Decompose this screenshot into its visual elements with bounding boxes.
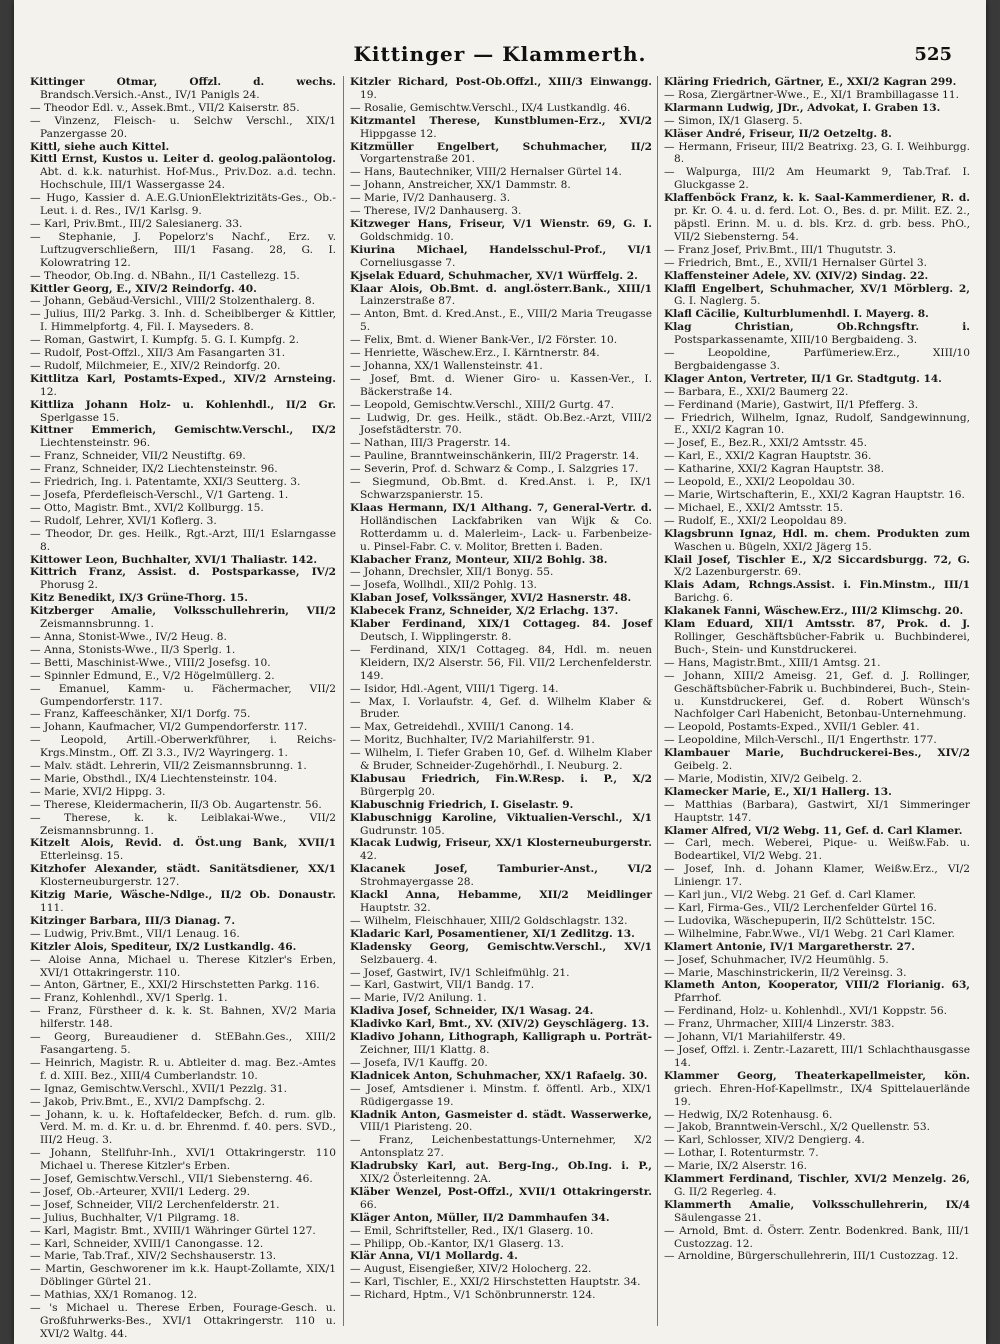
directory-entry: — Josef, Ob.-Arteurer, XVII/1 Lederg. 29. <box>30 1185 251 1198</box>
directory-entry: — Anton, Gärtner, E., XXI/2 Hirschstetten Parkg. 116. <box>30 979 320 992</box>
directory-entry: — Leopoldine, Parfümeriew.Erz., XIII/10 Bergbaidengasse 3. <box>664 347 970 372</box>
directory-entry: — Marie, IV/2 Danhauserg. 3. <box>350 192 511 205</box>
directory-entry: Kitzweger Hans, Friseur, V/1 Wienstr. 69, G. I. Goldschmidg. 10. <box>350 217 652 243</box>
directory-entry: — Josefa, Pferdefleisch-Verschl., V/1 Garteng. 1. <box>30 489 289 501</box>
directory-entry: — Anton, Bmt. d. Kred.Anst., E., VIII/2 Maria Treugasse 5. <box>350 308 652 334</box>
directory-entry: Kittner Emmerich, Gemischtw.Verschl., IX/2 Liechtensteinstr. 96. <box>30 424 336 450</box>
directory-entry: — Marie, IV/2 Anilung. 1. <box>350 992 487 1005</box>
directory-entry: — Ferdinand (Marie), Gastwirt, II/1 Pfefferg. 3. <box>664 398 919 411</box>
directory-entry: Klammer Georg, Theaterkapellmeister, kön. griech. Ehren-Hof-Kapellmstr., IX/4 Spittelauerlände 19. <box>664 1069 970 1108</box>
directory-entry: — Karl, Magistr. Bmt., XVIII/1 Währinger Gürtel 127. <box>30 1224 316 1237</box>
directory-entry: Klag Christian, Ob.Rchngsftr. i. Postsparkassenamte, XIII/10 Bergbaideng. 3. <box>664 321 970 347</box>
directory-entry: — Josef, Schuhmacher, IV/2 Heumühlg. 5. <box>664 953 889 966</box>
directory-entry: — Spinnler Edmund, E., V/2 Högelmüllerg. 2. <box>30 669 275 682</box>
directory-entry: — Heinrich, Magistr. R. u. Abtleiter d. mag. Bez.-Amtes f. d. XIII. Bez., XIII/4 Cumberlandstr. 10. <box>30 1056 336 1082</box>
directory-entry: — Rudolf, Milchmeier, E., XIV/2 Reindorfg. 20. <box>30 359 281 372</box>
directory-entry: Klabuschnig Friedrich, I. Giselastr. 9. <box>350 798 574 811</box>
directory-entry: Kläser André, Friseur, II/2 Oetzeltg. 8. <box>664 127 892 140</box>
directory-entry: — Friedrich, Ing. i. Patentamte, XXI/3 Seutterg. 3. <box>30 476 301 489</box>
directory-entry: — Isidor, Hdl.-Agent, VIII/1 Tigerg. 14. <box>350 682 559 695</box>
directory-entry: — Josefa, Wollhdl., XII/2 Pohlg. 13. <box>350 579 537 592</box>
directory-entry: — Barbara, E., XXI/2 Baumerg 22. <box>664 385 849 398</box>
directory-entry: Kitzmantel Therese, Kunstblumen-Erz., XVI/2 Hippgasse 12. <box>350 114 652 140</box>
directory-entry: — August, Eisengießer, XIV/2 Holocherg. 22. <box>350 1263 592 1276</box>
directory-entry: — Marie, Obsthdl., IX/4 Liechtensteinstr. 104. <box>30 772 278 785</box>
directory-entry: — Moritz, Buchhalter, IV/2 Mariahilferstr. 91. <box>350 734 595 747</box>
directory-entry: — Josefa, IV/1 Kauffg. 20. <box>350 1056 488 1069</box>
directory-entry: Kläber Wenzel, Post-Offzl., XVII/1 Ottakringerstr. 66. <box>350 1185 652 1211</box>
column-1 <box>30 76 336 1340</box>
directory-entry: — Johann, Stellfuhr-Inh., XVI/1 Ottakringerstr. 110 Michael u. Therese Kitzler's Erben. <box>30 1147 336 1173</box>
directory-entry: — Josef, Bmt. d. Wiener Giro- u. Kassen-Ver., I. Bäckerstraße 14. <box>350 372 652 398</box>
directory-entry: Klaffenböck Franz, k. k. Saal-Kammerdiener, R. d. pr. Kr. O. 4. u. d. ferd. Lot. O., Bes. d. pr. Milit. EZ. 2., päpstl. Erinn. M. u. d. bls. Krz. d. grb. bess. PhO., VII/2 Siebensterng. 54. <box>664 192 970 243</box>
directory-entry: — Ferdinand, XIX/1 Cottageg. 84, Hdl. m. neuen Kleidern, IX/2 Alserstr. 56, Fil. VII/2 Lerchenfelderstr. 149. <box>350 643 652 682</box>
directory-entry: Kladnik Anton, Gasmeister d. städt. Wasserwerke, VIII/1 Piaristeng. 20. <box>350 1108 652 1134</box>
directory-entry: Klafl Cäcilie, Kulturblumenhdl. I. Mayerg. 8. <box>664 308 929 321</box>
directory-entry: Klabecek Franz, Schneider, X/2 Erlachg. 137. <box>350 605 619 618</box>
directory-entry: Klarmann Ludwig, JDr., Advokat, I. Graben 13. <box>664 101 941 114</box>
directory-entry: — Johann, Gebäud-Versichl., VIII/2 Stolzenthalerg. 8. <box>30 295 316 308</box>
directory-entry: Klacak Ludwig, Friseur, XX/1 Klosterneuburgerstr. 42. <box>350 837 652 863</box>
directory-entry: Kladensky Georg, Gemischtw.Verschl., XV/1 Selzbauerg. 4. <box>350 940 652 966</box>
directory-entry: — Rudolf, E., XXI/2 Leopoldau 89. <box>664 514 847 527</box>
directory-entry: Kitz Benedikt, IX/3 Grüne-Thorg. 15. <box>30 592 248 605</box>
directory-entry: — Emanuel, Kamm- u. Fächermacher, VII/2 Gumpendorferstr. 117. <box>30 682 336 708</box>
directory-entry: Klaas Hermann, IX/1 Althang. 7, General-Vertr. d. Holländischen Lackfabriken van Wijk & Co. Rotterdamm u. d. Malerleim-, Lack- u. Farbenbeize- u. Pinsel-Fabr. C. v. Molitor, Bretten i. Baden. <box>350 501 652 553</box>
directory-entry: — Johann, k. u. k. Hoftafeldecker, Befch. d. rum. glb. Verd. M. m. d. Kr. u. d. br. Ehrenmd. f. 40. pers. SVD., III/2 Heug. 3. <box>30 1108 336 1147</box>
directory-entry: — Karl jun., VI/2 Webg. 21 Gef. d. Carl Klamer. <box>664 889 916 902</box>
directory-entry: — Ludwig, Dr. ges. Heilk., städt. Ob.Bez.-Arzt, VIII/2 Josefstädterstr. 70. <box>350 411 652 437</box>
directory-entry: — Rosalie, Gemischtw.Verschl., IX/4 Lustkandlg. 46. <box>350 101 631 114</box>
directory-entry: — Franz, Leichenbestattungs-Unternehmer, X/2 Antonsplatz 27. <box>350 1134 652 1160</box>
directory-entry: — Franz, Schneider, VII/2 Neustiftg. 69. <box>30 450 246 463</box>
directory-entry: — Josef, Schneider, VII/2 Lerchenfelderstr. 21. <box>30 1198 280 1211</box>
directory-entry: — Marie, Modistin, XIV/2 Geibelg. 2. <box>664 772 862 785</box>
directory-entry: — Ignaz, Gemischtw.Verschl., XVII/1 Pezzlg. 31. <box>30 1082 287 1095</box>
directory-entry: — Franz, Kaffeeschänker, XI/1 Dorfg. 75. <box>30 708 251 721</box>
directory-entry: Kiurina Michael, Handelsschul-Prof., VI/1 Corneliusgasse 7. <box>350 243 652 269</box>
directory-entry: Klamer Alfred, VI/2 Webg. 11, Gef. d. Carl Klamer. <box>664 824 963 837</box>
directory-entry: — Leopold, E., XXI/2 Leopoldau 30. <box>664 476 855 489</box>
directory-entry: — Franz, Uhrmacher, XIII/4 Linzerstr. 383. <box>664 1018 895 1031</box>
directory-entry: Kladrubsky Karl, aut. Berg-Ing., Ob.Ing. i. P., XIX/2 Österleitenng. 2A. <box>350 1160 652 1186</box>
directory-entry: — Ludovika, Wäschepuperin, II/2 Schüttelstr. 15C. <box>664 914 936 927</box>
directory-entry: Kitzmüller Engelbert, Schuhmacher, II/2 Vorgartenstraße 201. <box>350 140 652 166</box>
directory-entry: Kitzberger Amalie, Volksschullehrerin, VII/2 Zeismannsbrunng. 1. <box>30 605 336 631</box>
directory-entry: — Therese, IV/2 Danhauserg. 3. <box>350 205 522 218</box>
directory-entry: Kläring Friedrich, Gärtner, E., XXI/2 Kagran 299. <box>664 76 957 88</box>
directory-entry: — Theodor, Ob.Ing. d. NBahn., II/1 Castellezg. 15. <box>30 269 300 282</box>
directory-entry: — Johanna, XX/1 Wallensteinstr. 41. <box>350 359 543 372</box>
directory-entry: — Wilhelmine, Fabr.Wwe., VI/1 Webg. 21 Carl Klamer. <box>664 927 955 940</box>
directory-entry: — Rudolf, Lehrer, XVI/1 Koflerg. 3. <box>30 514 217 527</box>
directory-entry: — Arnoldine, Bürgerschullehrerin, III/1 Custozzag. 12. <box>664 1250 959 1263</box>
directory-entry: — Richard, Hptm., V/1 Schönbrunnerstr. 124. <box>350 1289 596 1302</box>
directory-entry: — Josef, Gastwirt, IV/1 Schleifmühlg. 21. <box>350 966 570 979</box>
directory-entry: — Aloise Anna, Michael u. Therese Kitzler's Erben, XVI/1 Ottakringerstr. 110. <box>30 953 336 979</box>
directory-entry: — Max, I. Vorlaufstr. 4, Gef. d. Wilhelm Klaber & Bruder. <box>350 695 652 721</box>
directory-entry: — Jakob, Priv.Bmt., E., XVI/2 Dampfschg. 2. <box>30 1095 265 1108</box>
directory-entry: — Mathias, XX/1 Romanog. 12. <box>30 1289 198 1302</box>
directory-entry: — Josef, Amtsdiener i. Minstm. f. öffentl. Arb., XIX/1 Rüdigergasse 19. <box>350 1082 652 1108</box>
directory-entry: — Felix, Bmt. d. Wiener Bank-Ver., I/2 Förster. 10. <box>350 334 618 347</box>
directory-entry: — Ferdinand, Holz- u. Kohlenhdl., XVI/1 Koppstr. 56. <box>664 1005 948 1018</box>
directory-entry: — Karl, Firma-Ges., VII/2 Lerchenfelder Gürtel 16. <box>664 902 937 914</box>
directory-entry: — Stephanie, J. Popelorz's Nachf., Erz. v. Luftzugverschließern, III/1 Fasang. 28, G. I. Kolowratring 12. <box>30 230 336 269</box>
directory-entry: Klaffl Engelbert, Schuhmacher, XV/1 Mörblerg. 2, G. I. Naglerg. 5. <box>664 282 970 308</box>
directory-entry: Klackl Anna, Hebamme, XII/2 Meidlinger Hauptstr. 32. <box>350 889 652 914</box>
directory-entry: — Theodor, Dr. ges. Heilk., Rgt.-Arzt, III/1 Eslarngasse 8. <box>30 527 336 553</box>
page-header <box>14 42 986 72</box>
column-divider <box>657 76 658 1326</box>
directory-entry: — Leopold, Artill.-Oberwerkführer, i. Reichs-Krgs.Minstm., Off. Zl 3.3., IV/2 Wayringerg. 1. <box>30 734 336 760</box>
directory-entry: — Josef, Inh. d. Johann Klamer, Weißw.Erz., VI/2 Liniengr. 17. <box>664 863 970 889</box>
directory-entry: — Emil, Schriftsteller, Red., IX/1 Glaserg. 10. <box>350 1224 594 1237</box>
directory-entry: — Therese, k. k. Leiblakai-Wwe., VII/2 Zeismannsbrunng. 1. <box>30 811 336 837</box>
running-head: Kittinger — Klammerth. <box>353 42 647 66</box>
directory-entry: Klager Anton, Vertreter, II/1 Gr. Stadtgutg. 14. <box>664 372 942 385</box>
directory-entry: Kitzler Alois, Spediteur, IX/2 Lustkandlg. 46. <box>30 940 297 953</box>
directory-entry: — Philipp, Ob.-Kantor, IX/1 Glaserg. 13. <box>350 1237 564 1250</box>
directory-entry: Klabuschnigg Karoline, Viktualien-Verschl., X/1 Gudrunstr. 105. <box>350 811 652 837</box>
directory-entry: — Georg, Bureaudiener d. StEBahn.Ges., XIII/2 Fasangarteng. 5. <box>30 1031 336 1056</box>
directory-entry: — Marie, IX/2 Alserstr. 16. <box>664 1160 807 1173</box>
directory-entry: — Josef, Offzl. i. Zentr.-Lazarett, III/1 Schlachthausgasse 14. <box>664 1043 970 1069</box>
directory-entry: Kittinger Otmar, Offzl. d. wechs. Brandsch.Versich.-Anst., IV/1 Panigls 24. <box>30 76 336 101</box>
directory-entry: Kittlitza Karl, Postamts-Exped., XIV/2 Arnsteing. 12. <box>30 372 336 398</box>
directory-entry: — Marie, Wirtschafterin, E., XXI/2 Kagran Hauptstr. 16. <box>664 489 965 501</box>
directory-entry: — Franz, Fürstheer d. k. k. St. Bahnen, XV/2 Maria hilferstr. 148. <box>30 1005 336 1031</box>
directory-entry: — Walpurga, III/2 Am Heumarkt 9, Tab.Traf. I. Gluckgasse 2. <box>664 166 970 192</box>
directory-entry: — Hans, Bautechniker, VIII/2 Hernalser Gürtel 14. <box>350 166 622 179</box>
directory-entry: Kladivo Johann, Lithograph, Kalligraph u. Porträt-Zeichner, III/1 Klattg. 8. <box>350 1031 652 1056</box>
column-3 <box>664 76 970 1326</box>
directory-entry: Klambauer Marie, Buchdruckerei-Bes., XIV/2 Geibelg. 2. <box>664 747 970 773</box>
directory-entry: — Johann, Kaufmacher, VI/2 Gumpendorferstr. 117. <box>30 721 308 734</box>
directory-entry: — Nathan, III/3 Pragerstr. 14. <box>350 437 511 450</box>
directory-entry: — Michael, E., XXI/2 Amtsstr. 15. <box>664 501 844 514</box>
directory-entry: — Wilhelm, Fleischhauer, XIII/2 Goldschlagstr. 132. <box>350 914 628 927</box>
directory-entry: — Malv. städt. Lehrerin, VII/2 Zeismannsbrunng. 1. <box>30 760 307 773</box>
directory-entry: — Karl, Gastwirt, VII/1 Bandg. 17. <box>350 979 535 992</box>
directory-entry: — Otto, Magistr. Bmt., XVI/2 Kollburgg. 15. <box>30 501 264 514</box>
directory-entry: Kladivko Karl, Bmt., XV. (XIV/2) Geyschlägerg. 13. <box>350 1018 650 1031</box>
directory-entry: Klabusau Friedrich, Fin.W.Resp. i. P., X/2 Bürgerplg 20. <box>350 772 652 798</box>
directory-entry: — Simon, IX/1 Glaserg. 5. <box>664 114 803 127</box>
directory-entry: — Siegmund, Ob.Bmt. d. Kred.Anst. i. P., IX/1 Schwarzspanierstr. 15. <box>350 476 652 501</box>
directory-entry: — Anna, Stonists-Wwe., II/3 Sperlg. 1. <box>30 643 236 656</box>
directory-page <box>14 0 986 1344</box>
directory-entry: Kitzinger Barbara, III/3 Dianag. 7. <box>30 914 236 927</box>
directory-entry: — Roman, Gastwirt, I. Kumpfg. 5. G. I. Kumpfg. 2. <box>30 334 299 347</box>
directory-entry: Klamert Antonie, IV/1 Margaretherstr. 27. <box>664 940 915 953</box>
directory-entry: Kitzelt Alois, Revid. d. Öst.ung Bank, XVII/1 Etterleinsg. 15. <box>30 837 336 863</box>
directory-entry: — Karl, Tischler, E., XXI/2 Hirschstetten Hauptstr. 34. <box>350 1276 641 1289</box>
directory-entry: — Friedrich, Wilhelm, Ignaz, Rudolf, Sandgewinnung, E., XXI/2 Kagran 10. <box>664 411 970 437</box>
directory-entry: — Lothar, I. Rotenturmstr. 7. <box>664 1147 819 1160</box>
directory-entry: Klais Adam, Rchngs.Assist. i. Fin.Minstm., III/1 Barichg. 6. <box>664 579 970 605</box>
directory-entry: Kitzig Marie, Wäsche-Ndlge., II/2 Ob. Donaustr. 111. <box>30 889 336 914</box>
directory-entry: — Wilhelm, I. Tiefer Graben 10, Gef. d. Wilhelm Klaber & Bruder, Schneider-Zugehörhdl., I. Neuburg. 2. <box>350 747 652 773</box>
directory-entry: — Katharine, XXI/2 Kagran Hauptstr. 38. <box>664 463 884 476</box>
directory-entry: Klail Josef, Tischler E., X/2 Siccardsburgg. 72, G. X/2 Lazenburgerstr. 69. <box>664 553 970 579</box>
directory-entry: — Carl, mech. Weberei, Pique- u. Weißw.Fab. u. Bodeartikel, VI/2 Webg. 21. <box>664 837 970 863</box>
directory-entry: Kitzhofer Alexander, städt. Sanitätsdiener, XX/1 Klosterneuburgerstr. 127. <box>30 863 336 889</box>
directory-entry: — Hans, Magistr.Bmt., XIII/1 Amtsg. 21. <box>664 656 881 669</box>
directory-entry: Klameth Anton, Kooperator, VIII/2 Florianig. 63, Pfarrhof. <box>664 979 970 1005</box>
directory-columns <box>30 76 970 1340</box>
directory-entry: — Max, Getreidehdl., XVIII/1 Canong. 14. <box>350 721 574 734</box>
directory-entry: — Franz, Kohlenhdl., XV/1 Sperlg. 1. <box>30 992 228 1005</box>
directory-entry: Klagsbrunn Ignaz, Hdl. m. chem. Produkten zum Waschen u. Bügeln, XXI/2 Jägerg 15. <box>664 527 970 553</box>
directory-entry: Klaber Ferdinand, XIX/1 Cottageg. 84. Josef Deutsch, I. Wipplingerstr. 8. <box>350 618 652 643</box>
directory-entry: — Johann, Drechsler, XII/1 Bonyg. 55. <box>350 566 554 579</box>
directory-entry: Klakanek Fanni, Wäschew.Erz., III/2 Klimschg. 20. <box>664 605 964 618</box>
directory-entry: Klammerth Amalie, Volksschullehrerin, IX/4 Säulengasse 21. <box>664 1198 970 1224</box>
directory-entry: Klacanek Josef, Tamburier-Anst., VI/2 Strohmayergasse 28. <box>350 863 652 889</box>
directory-entry: — Leopold, Gemischtw.Verschl., XIII/2 Gurtg. 47. <box>350 398 614 411</box>
directory-entry: — Hedwig, IX/2 Rotenhausg. 6. <box>664 1108 833 1121</box>
directory-entry: Kittrich Franz, Assist. d. Postsparkasse, IV/2 Phorusg 2. <box>30 566 336 592</box>
directory-entry: — Jakob, Branntwein-Verschl., X/2 Quellenstr. 53. <box>664 1121 930 1134</box>
directory-entry: Klammert Ferdinand, Tischler, XVI/2 Menzelg. 26, G. II/2 Regerleg. 4. <box>664 1173 970 1198</box>
directory-entry: — Rosa, Ziergärtner-Wwe., E., XI/1 Brambillagasse 11. <box>664 88 959 101</box>
directory-entry: Kläger Anton, Müller, II/2 Dammhaufen 34. <box>350 1211 610 1224</box>
directory-entry: — Johann, Anstreicher, XX/1 Dammstr. 8. <box>350 179 571 192</box>
directory-entry: — Johann, VI/1 Mariahilferstr. 49. <box>664 1031 846 1044</box>
directory-entry: — Karl, E., XXI/2 Kagran Hauptstr. 36. <box>664 450 872 463</box>
directory-entry: — Anna, Stonist-Wwe., IV/2 Heug. 8. <box>30 630 227 643</box>
directory-entry: Klär Anna, VI/1 Mollardg. 4. <box>350 1250 518 1263</box>
directory-entry: — Karl, Priv.Bmt., III/2 Salesianerg. 33. <box>30 217 243 230</box>
directory-entry: Kjselak Eduard, Schuhmacher, XV/1 Würffelg. 2. <box>350 269 638 282</box>
directory-entry: — Pauline, Branntweinschänkerin, III/2 Pragerstr. 14. <box>350 450 640 463</box>
directory-entry: — Josef, E., Bez.R., XXI/2 Amtsstr. 45. <box>664 437 867 450</box>
directory-entry: Kladiva Josef, Schneider, IX/1 Wasag. 24. <box>350 1005 594 1018</box>
directory-entry: — Vinzenz, Fleisch- u. Selchw Verschl., XIX/1 Panzergasse 20. <box>30 114 336 140</box>
page-number: 525 <box>914 44 952 65</box>
directory-entry: Kladnicek Anton, Schuhmacher, XX/1 Rafaelg. 30. <box>350 1069 648 1082</box>
directory-entry: — Hermann, Friseur, III/2 Beatrixg. 23, G. I. Weihburgg. 8. <box>664 140 970 166</box>
directory-entry: — Rudolf, Post-Offzl., XII/3 Am Fasangarten 31. <box>30 347 286 360</box>
directory-entry: — Karl, Schlosser, XIV/2 Dengierg. 4. <box>664 1134 865 1147</box>
directory-entry: Kittler Georg, E., XIV/2 Reindorfg. 40. <box>30 282 257 295</box>
directory-entry: Kladaric Karl, Posamentiener, XI/1 Zedlitzg. 13. <box>350 927 635 940</box>
directory-entry: — Marie, Maschinstrickerin, II/2 Vereinsg. 3. <box>664 966 907 979</box>
directory-entry: Klamecker Marie, E., XI/1 Hallerg. 13. <box>664 785 892 798</box>
directory-entry: — Theodor Edl. v., Assek.Bmt., VII/2 Kaiserstr. 85. <box>30 101 300 114</box>
directory-entry: — Franz, Schneider, IX/2 Liechtensteinstr. 96. <box>30 463 278 476</box>
directory-entry: — Ludwig, Priv.Bmt., VII/1 Lenaug. 16. <box>30 927 240 940</box>
directory-entry: — Hugo, Kassier d. A.E.G.UnionElektrizitäts-Ges., Ob.-Leut. i. d. Res., IV/1 Karlsg. 9. <box>30 192 336 218</box>
directory-entry: — Arnold, Bmt. d. Österr. Zentr. Bodenkred. Bank, III/1 Custozzag. 12. <box>664 1224 970 1250</box>
directory-entry: Kittl Ernst, Kustos u. Leiter d. geolog.paläontolog. Abt. d. k.k. naturhist. Hof-Mus., Priv.Doz. a.d. techn. Hochschule, III/1 Wassergasse 24. <box>30 153 336 192</box>
directory-entry: — Betti, Maschinist-Wwe., VIII/2 Josefsg. 10. <box>30 656 271 669</box>
directory-entry: — Matthias (Barbara), Gastwirt, XI/1 Simmeringer Hauptstr. 147. <box>664 798 970 824</box>
directory-entry: Kittower Leon, Buchhalter, XVI/1 Thaliastr. 142. <box>30 553 318 566</box>
directory-entry: — Severin, Prof. d. Schwarz & Comp., I. Salzgries 17. <box>350 463 639 476</box>
directory-entry: Klabacher Franz, Monteur, XII/2 Bohlg. 38. <box>350 553 608 566</box>
directory-entry: — Marie, XVI/2 Hippg. 3. <box>30 785 166 798</box>
directory-entry: — Friedrich, Bmt., E., XVII/1 Hernalser Gürtel 3. <box>664 256 927 269</box>
directory-entry: — Leopold, Postamts-Exped., XVII/1 Gebler. 41. <box>664 721 920 734</box>
directory-entry: Klaar Alois, Ob.Bmt. d. angl.österr.Bank., XIII/1 Lainzerstraße 87. <box>350 282 652 308</box>
directory-entry: Kittliza Johann Holz- u. Kohlenhdl., II/2 Gr. Sperlgasse 15. <box>30 398 336 424</box>
directory-entry: Klam Eduard, XII/1 Amtsstr. 87, Prok. d. J. Rollinger, Geschäftsbücher-Fabrik u. Buchbinderei, Buch-, Stein- und Kunstdruckerei. <box>664 618 970 656</box>
directory-entry: — Julius, III/2 Parkg. 3. Inh. d. Scheiblberger & Kittler, I. Himmelpfortg. 4, Fil. I. Mayseders. 8. <box>30 308 336 334</box>
directory-entry: — Martin, Geschworener im k.k. Haupt-Zollamte, XIX/1 Döblinger Gürtel 21. <box>30 1263 336 1289</box>
directory-entry: Kitzler Richard, Post-Ob.Offzl., XIII/3 Einwangg. 19. <box>350 76 652 101</box>
directory-entry: — Johann, XIII/2 Ameisg. 21, Gef. d. J. Rollinger, Geschäftsbücher-Fabrik u. Buchbinderei, Buch-, Stein- u. Kunstdruckerei, Gef. d. Robert Wünsch's Nachfolger Carl Habenicht, Betonbau-Unternehmung. <box>664 669 970 721</box>
directory-entry: Klaffensteiner Adele, XV. (XIV/2) Sindag. 22. <box>664 269 929 282</box>
directory-entry: — Henriette, Wäschew.Erz., I. Kärntnerstr. 84. <box>350 347 600 360</box>
directory-entry: — Therese, Kleidermacherin, II/3 Ob. Augartenstr. 56. <box>30 798 322 811</box>
directory-entry: — Leopoldine, Milch-Verschl., II/1 Engerthstr. 177. <box>664 734 937 747</box>
column-2 <box>350 76 652 1326</box>
directory-entry: Kittl, siehe auch Kittel. <box>30 140 170 153</box>
directory-entry: — Franz Josef, Priv.Bmt., III/1 Thugutstr. 3. <box>664 243 897 256</box>
directory-entry: — 's Michael u. Therese Erben, Fourage-Gesch. u. Großfuhrwerks-Bes., XVI/1 Ottakringerstr. 110 u. XVI/2 Waltg. 44. <box>30 1302 336 1340</box>
directory-entry: — Karl, Schneider, XVIII/1 Canongasse. 12. <box>30 1237 264 1250</box>
directory-entry: — Josef, Gemischtw.Verschl., VII/1 Siebensterng. 46. <box>30 1173 313 1186</box>
directory-entry: Klaban Josef, Volkssänger, XVI/2 Hasnerstr. 48. <box>350 592 632 605</box>
directory-entry: — Marie, Tab.Traf., XIV/2 Sechshauserstr. 13. <box>30 1250 277 1263</box>
column-divider <box>343 76 344 1326</box>
directory-entry: — Julius, Buchhalter, V/1 Pilgramg. 18. <box>30 1211 240 1224</box>
